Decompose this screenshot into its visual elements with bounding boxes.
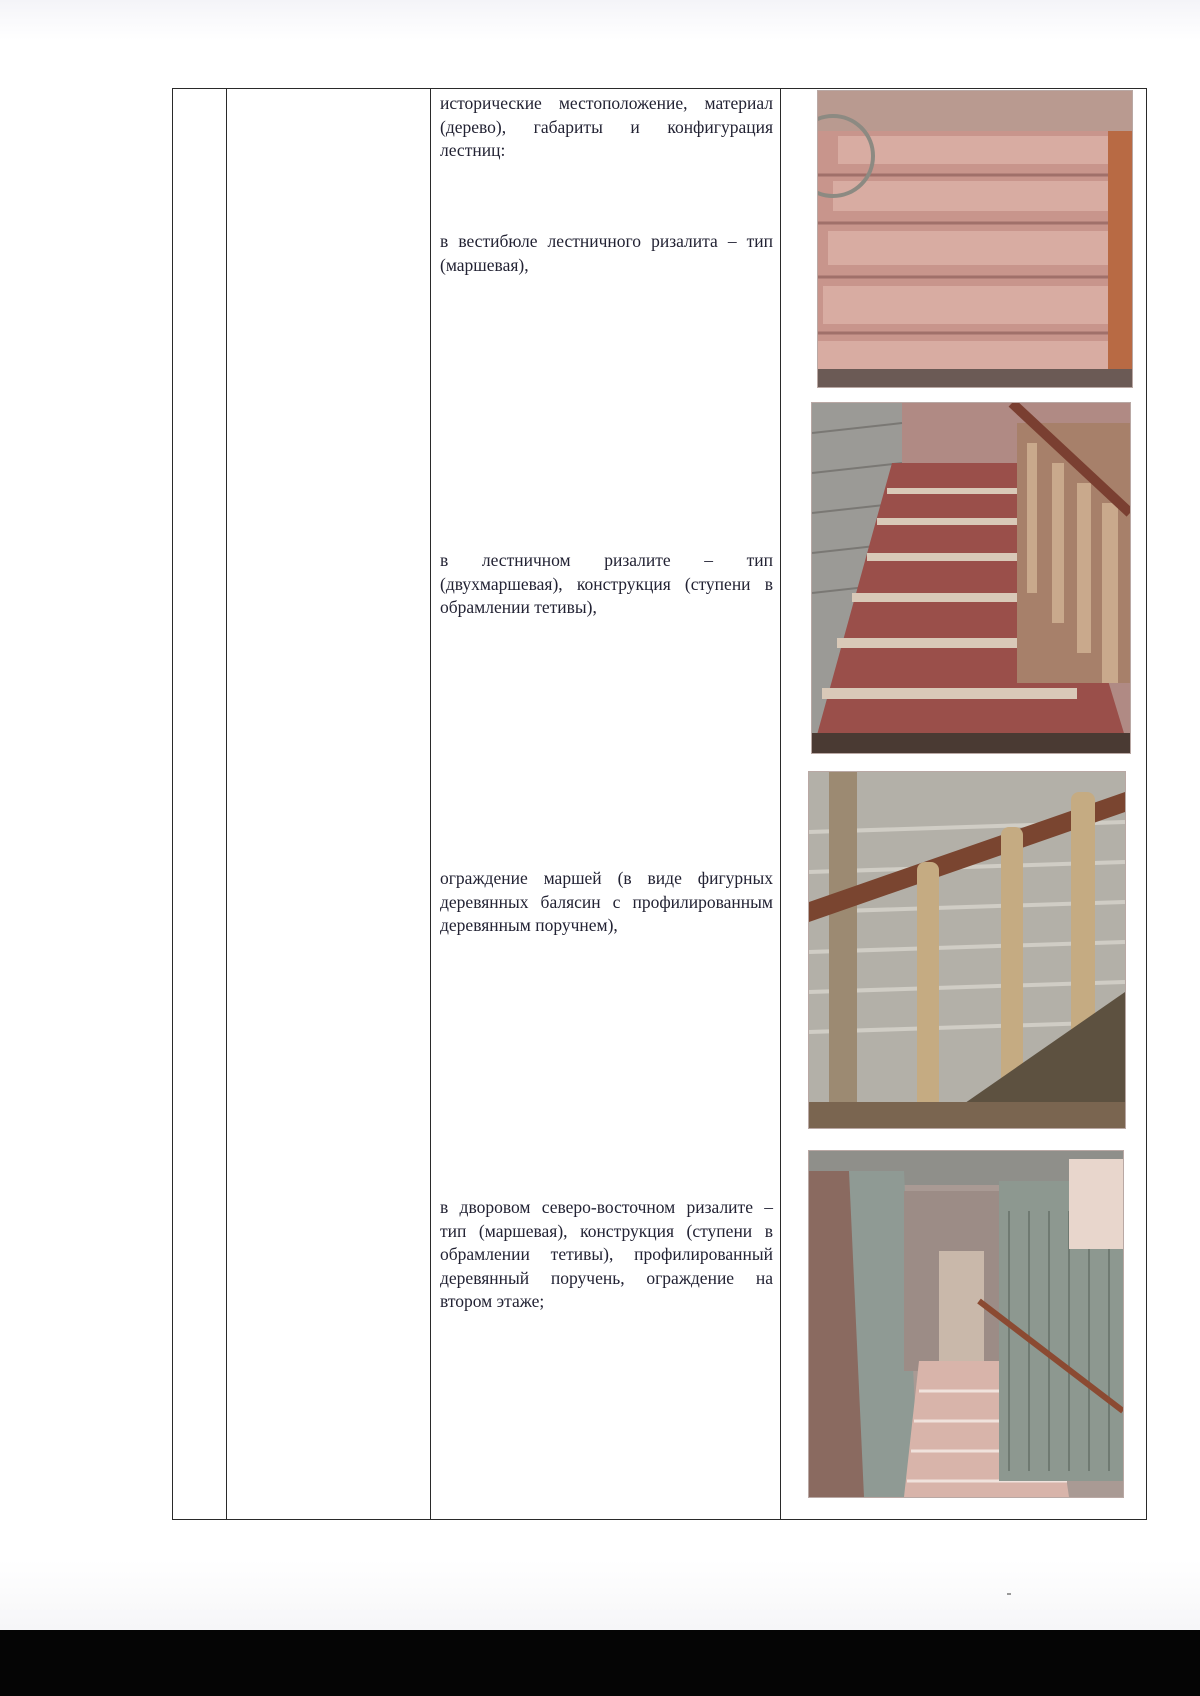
table-column-divider [430, 88, 431, 1520]
photo-two-flight-staircase-icon [811, 402, 1131, 754]
scan-bottom-edge [0, 1630, 1200, 1696]
text-two-flight-stair: в лестничном ризалите – тип (двухмаршевая), конструкция (ступени в обрамлении тетивы), [440, 550, 773, 617]
table-column-divider [226, 88, 227, 1520]
table-column-divider [780, 88, 781, 1520]
photo-courtyard-staircase-icon [808, 1150, 1124, 1498]
text-historic-features: исторические местоположение, материал (дерево), габариты и конфигурация лестниц: [440, 93, 773, 160]
photo-wooden-stair-steps-icon [817, 90, 1133, 388]
text-courtyard-stair: в дворовом северо-восточном ризалите – тип (маршевая), конструкция (ступени в обрамлении тетивы), профилированный деревянный поручень, ограждение на втором этаже; [440, 1197, 773, 1311]
scan-speck [1007, 1593, 1011, 1595]
text-stair-railing: ограждение маршей (в виде фигурных деревянных балясин с профилированным деревянным поручнем), [440, 868, 773, 935]
text-vestibule-stair: в вестибюле лестничного ризалита – тип (маршевая), [440, 231, 773, 275]
photo-balusters-handrail-icon [808, 771, 1126, 1129]
